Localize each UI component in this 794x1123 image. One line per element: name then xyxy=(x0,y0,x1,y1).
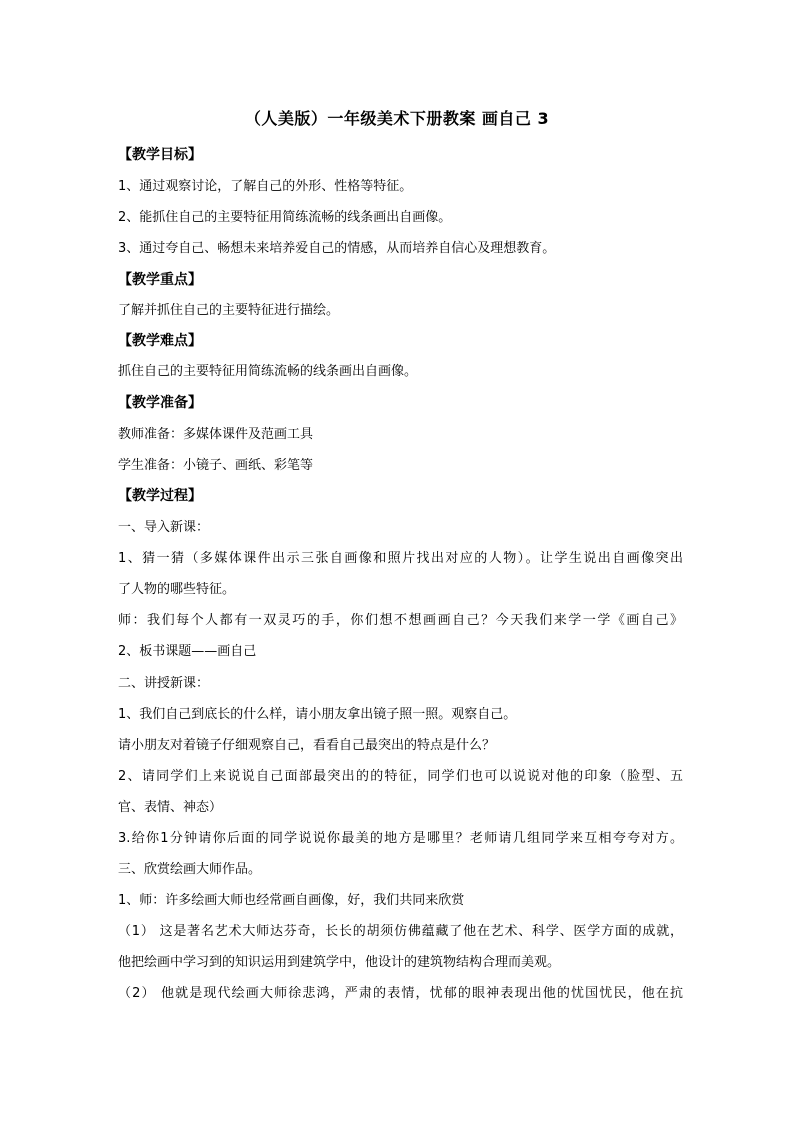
part-1-item-1-line-1: 1、猜一猜（多媒体课件出示三张自画像和照片找出对应的人物）。让学生说出自画像突出 xyxy=(118,551,683,566)
part-1-item-2: 2、板书课题——画自己 xyxy=(118,644,257,659)
part-2-item-2-line-1: 2、请同学们上来说说自己面部最突出的的特征，同学们也可以说说对他的印象（脸型、五 xyxy=(118,769,683,784)
part-2-item-2-line-2: 官、表情、神态） xyxy=(118,800,223,815)
part-3-sub-1-line-1: （1） 这是著名艺术大师达芬奇，长长的胡须仿佛蕴藏了他在艺术、科学、医学方面的成就， xyxy=(118,924,683,939)
part-1-teacher-line: 师：我们每个人都有一双灵巧的手，你们想不想画画自己？今天我们来学一学《画自己》 xyxy=(118,613,683,628)
part-1-heading: 一、导入新课： xyxy=(118,520,210,535)
part-2-item-1: 1、我们自己到底长的什么样，请小朋友拿出镜子照一照。观察自己。 xyxy=(118,707,517,722)
objective-3: 3、通过夸自己、畅想未来培养爱自己的情感，从而培养自信心及理想教育。 xyxy=(118,241,556,256)
difficulty-text: 抓住自己的主要特征用简练流畅的线条画出自画像。 xyxy=(118,364,418,379)
part-3-heading: 三、欣赏绘画大师作品。 xyxy=(118,862,262,877)
section-heading-preparation: 【教学准备】 xyxy=(118,395,202,411)
section-heading-process: 【教学过程】 xyxy=(118,488,202,504)
key-point-text: 了解并抓住自己的主要特征进行描绘。 xyxy=(118,303,340,318)
part-2-heading: 二、讲授新课： xyxy=(118,676,210,691)
part-3-sub-1-line-2: 他把绘画中学习到的知识运用到建筑学中，他设计的建筑物结构合理而美观。 xyxy=(118,955,561,970)
section-heading-difficulties: 【教学难点】 xyxy=(118,333,202,349)
objective-1: 1、通过观察讨论，了解自己的外形、性格等特征。 xyxy=(118,179,413,194)
objective-2: 2、能抓住自己的主要特征用简练流畅的线条画出自画像。 xyxy=(118,210,452,225)
part-2-item-3: 3.给你1分钟请你后面的同学说说你最美的地方是哪里？老师请几组同学来互相夸夸对方。 xyxy=(118,831,683,846)
part-1-item-1-line-2: 了人物的哪些特征。 xyxy=(118,582,236,597)
document-title: （人美版）一年级美术下册教案 画自己 3 xyxy=(244,109,550,128)
part-2-item-1-detail: 请小朋友对着镜子仔细观察自己，看看自己最突出的特点是什么？ xyxy=(118,738,496,753)
section-heading-objectives: 【教学目标】 xyxy=(118,147,202,163)
section-heading-key-points: 【教学重点】 xyxy=(118,272,202,288)
teacher-preparation: 教师准备：多媒体课件及范画工具 xyxy=(118,427,314,442)
part-3-sub-2-line-1: （2） 他就是现代绘画大师徐悲鸿，严肃的表情，忧郁的眼神表现出他的忧国忧民，他在抗 xyxy=(118,986,683,1001)
part-3-item-1: 1、师：许多绘画大师也经常画自画像，好，我们共同来欣赏 xyxy=(118,893,465,908)
student-preparation: 学生准备：小镜子、画纸、彩笔等 xyxy=(118,458,314,473)
